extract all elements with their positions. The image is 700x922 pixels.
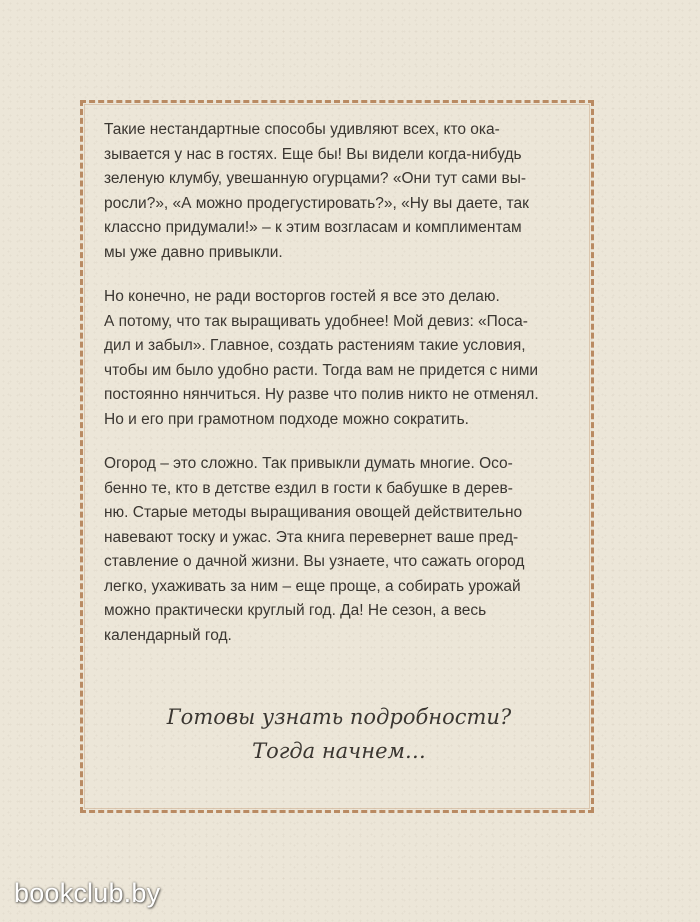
paragraph-1: Такие нестандартные способы удивляют всех, кто ока- зывается у нас в гостях. Еще бы! Вы видели когда-нибудь зеленую клумбу, увешанную огурцами? «Они тут сами вы- росли?», «А можно продегустировать?», «Ну вы даете, так классно придумали!» – к этим возгласам и комплиментам мы уже давно привыкли.	[104, 121, 529, 261]
paragraph-2: Но конечно, не ради восторгов гостей я все это делаю. А потому, что так выращивать удобнее! Мой девиз: «Поса- дил и забыл». Главное, создать растениям такие условия, чтобы им было удобно расти. Тогда вам не придется с ними постоянно нянчиться. Ну разве что полив никто не отменял. Но и его при грамотном подходе можно сократить.	[104, 288, 539, 428]
closing-line-1: Готовы узнать подробности?	[166, 705, 512, 729]
closing-phrase	[104, 700, 574, 768]
page-body-text	[104, 118, 574, 668]
closing-line-2: Тогда начнем…	[252, 739, 426, 763]
paragraph-3: Огород – это сложно. Так привыкли думать многие. Осо- бенно те, кто в детстве ездил в гости к бабушке в дерев- ню. Старые методы выращивания овощей действительно навевают тоску и ужас. Эта книга перевернет ваше пред- ставление о дачной жизни. Вы узнаете, что сажать огород легко, ухаживать за ним – еще проще, а собирать урожай можно практически круглый год. Да! Не сезон, а весь календарный год.	[104, 455, 525, 644]
watermark-text: bookclub.by	[14, 878, 161, 908]
